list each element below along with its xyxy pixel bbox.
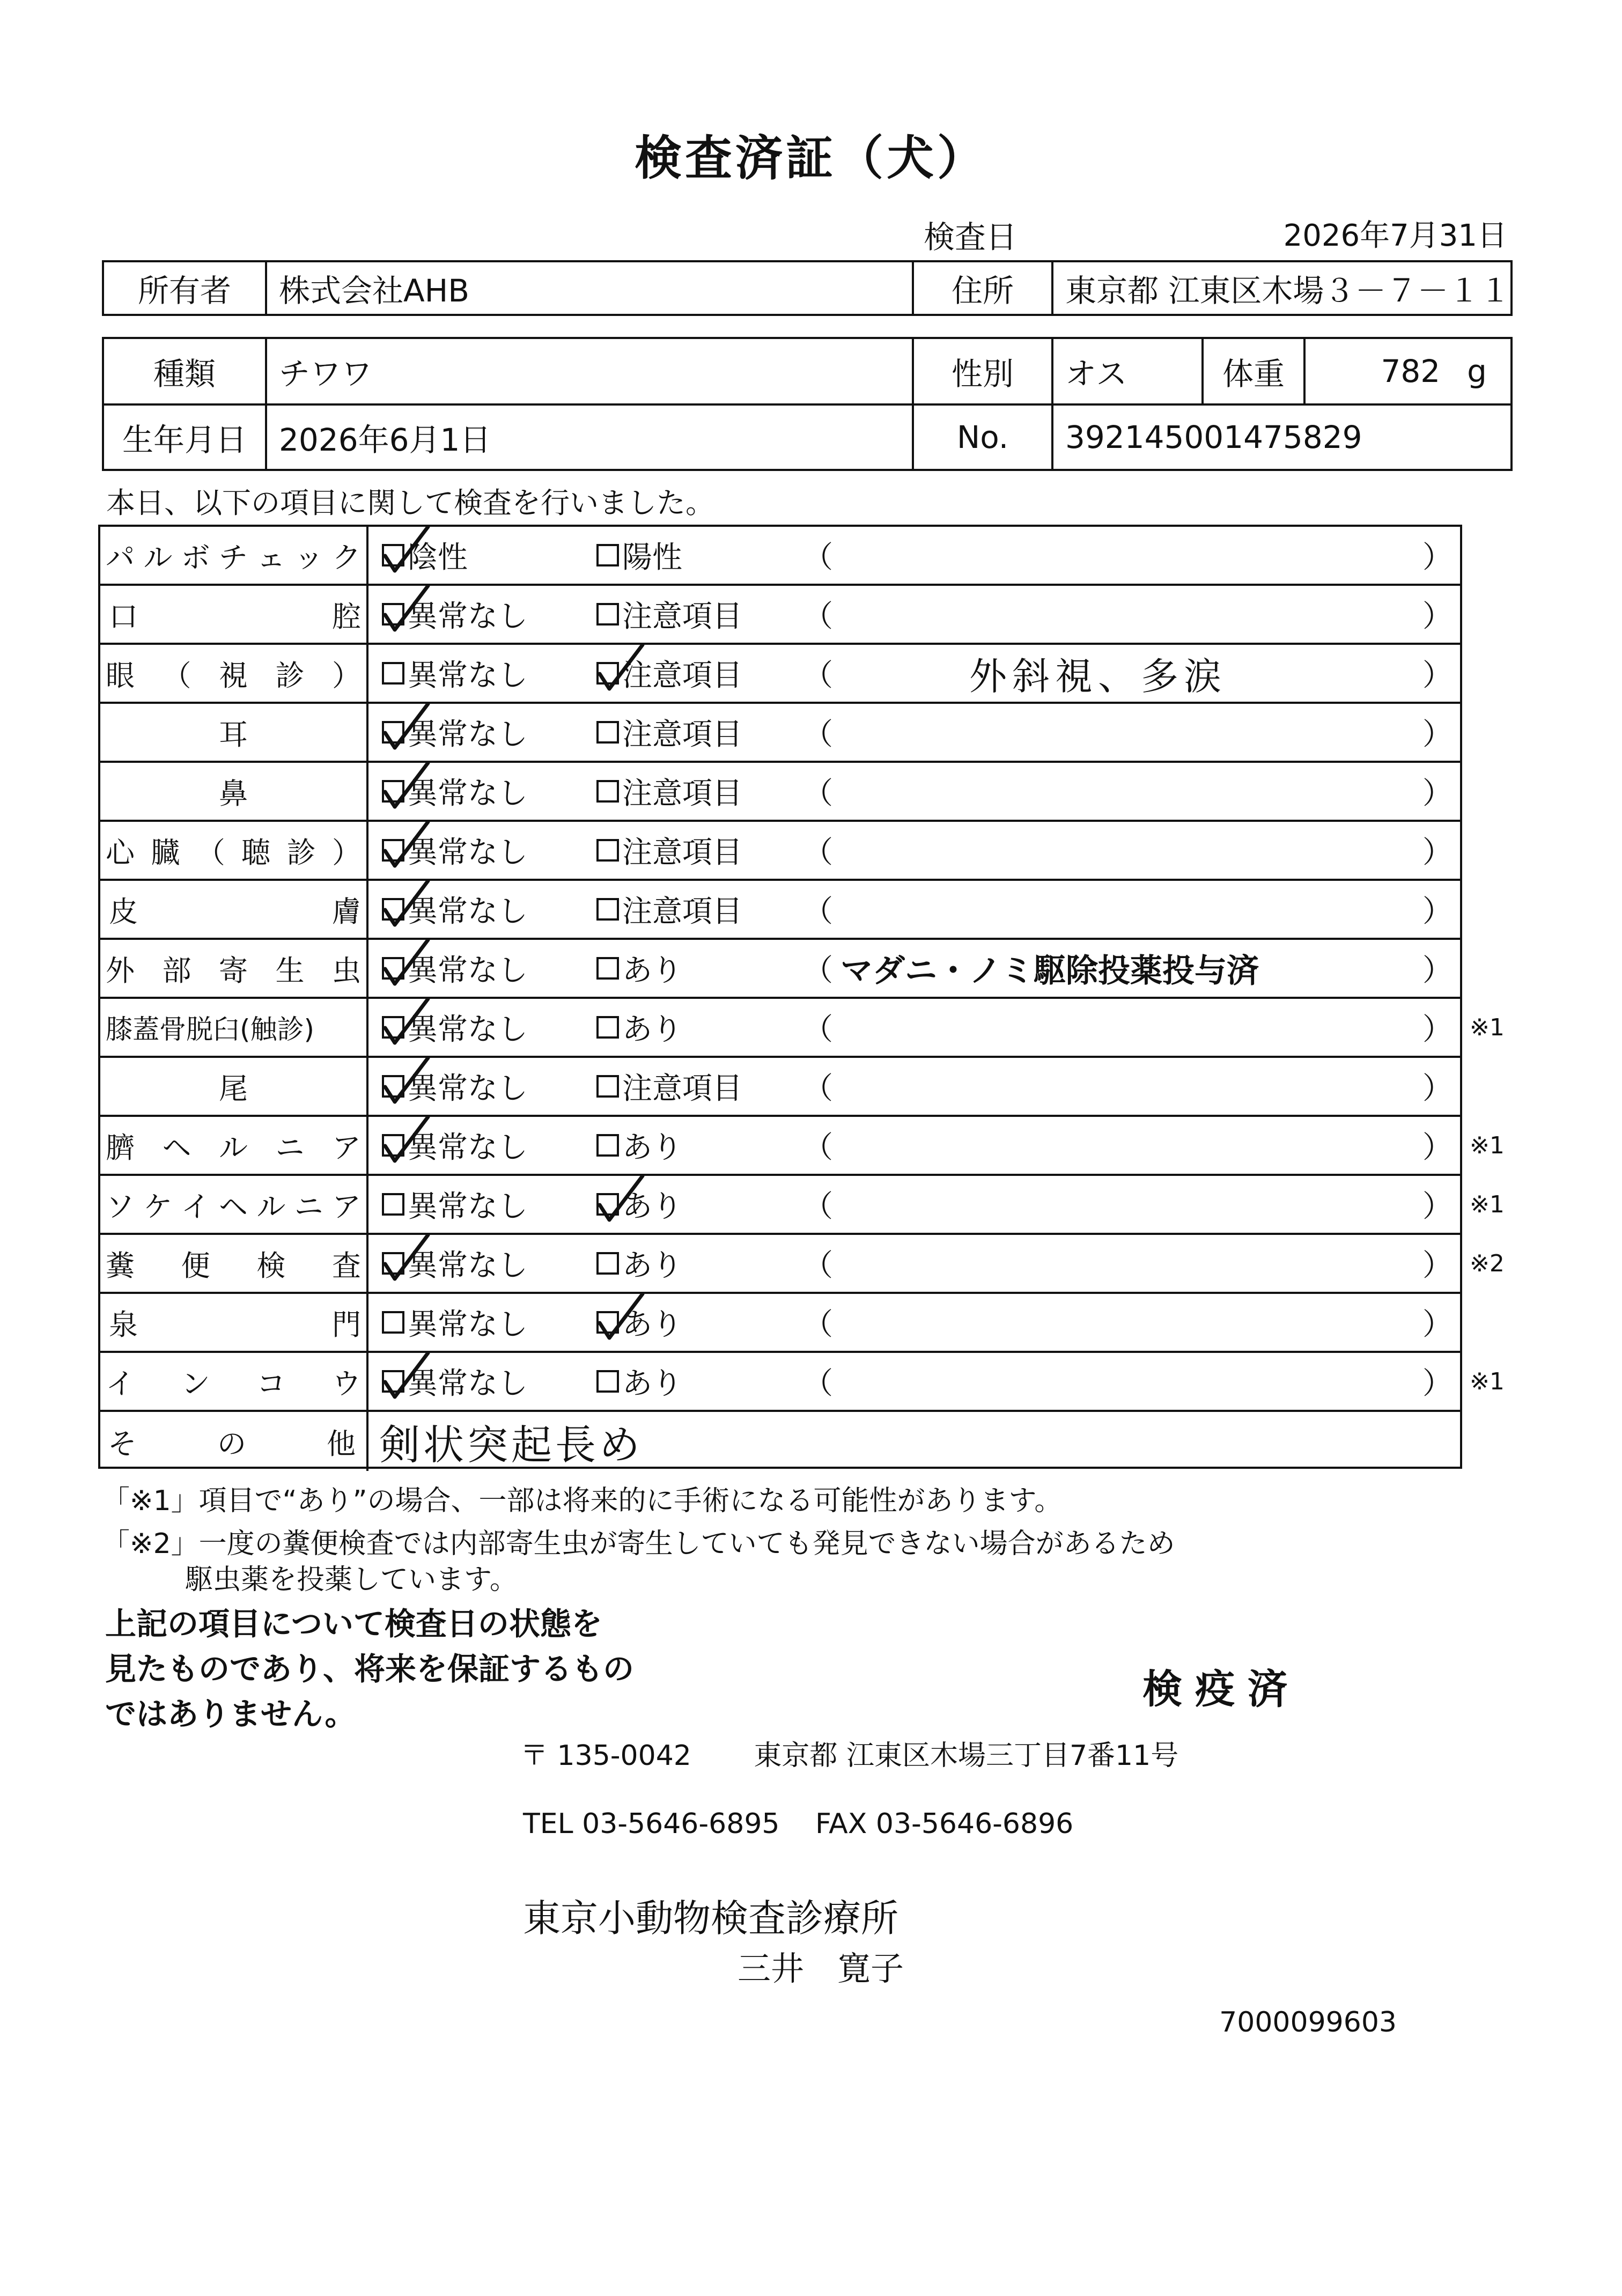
remark-open-paren: （: [803, 835, 833, 870]
item-label-char: 泉: [109, 1307, 138, 1342]
remark-close-paren: ）: [1422, 1071, 1453, 1106]
footnote-marker: ※1: [1470, 1368, 1505, 1395]
footnote-1: 「※1」項目で“あり”の場合、一部は将来的に手術になる可能性があります。: [102, 1485, 1063, 1517]
other-row: [100, 1412, 1460, 1471]
remark-open-paren: （: [803, 599, 833, 634]
footnote-marker: ※1: [1470, 1132, 1505, 1159]
item-label-char: パ: [106, 540, 135, 575]
inspection-row: [100, 999, 1460, 1058]
checked-checkbox: [596, 1311, 619, 1334]
checked-checkbox: [382, 721, 404, 744]
option-label: 注意項目: [622, 776, 742, 811]
option-label: あり: [622, 1130, 682, 1165]
checkbox: [596, 839, 619, 862]
address-label: 住所: [912, 262, 1051, 314]
address-value: 東京都 江東区木場３－７－１１: [1051, 262, 1510, 314]
option-2: [596, 1176, 682, 1233]
item-label-char: ル: [219, 1130, 248, 1165]
option-1: [382, 822, 528, 879]
option-label: 注意項目: [622, 658, 742, 693]
option-label: 異常なし: [408, 658, 528, 693]
clinic-name: 東京小動物検査診療所: [523, 1896, 898, 1940]
item-label-char: 視: [219, 658, 248, 693]
item-label-char: ン: [181, 1366, 210, 1401]
remark-open-paren: （: [803, 894, 833, 929]
weight-value: 782: [1381, 353, 1441, 389]
checked-checkbox: [382, 780, 404, 803]
remark-close-paren: ）: [1422, 1130, 1453, 1165]
checkbox: [596, 1016, 619, 1039]
item-label-char: 他: [327, 1426, 356, 1461]
footnote-marker: ※1: [1470, 1191, 1505, 1218]
option-2: [596, 763, 742, 820]
option-2: [596, 999, 682, 1056]
item-label: 膝蓋骨脱臼(触診): [100, 999, 368, 1056]
option-label: 異常なし: [408, 599, 528, 634]
item-label-char: ク: [331, 540, 361, 575]
option-1: [382, 999, 528, 1056]
checkbox: [596, 957, 619, 980]
vet-name: 三井 寛子: [738, 1949, 904, 1988]
item-label-char: （: [196, 835, 225, 870]
option-label: あり: [622, 1248, 682, 1283]
item-label-char: ル: [143, 540, 173, 575]
clinic-address-line: [520, 1733, 1178, 1773]
option-label: 異常なし: [408, 835, 528, 870]
item-label: [100, 1294, 368, 1351]
checked-checkbox: [382, 1016, 404, 1039]
option-2: [596, 1117, 682, 1174]
remark-close-paren: ）: [1422, 658, 1453, 693]
option-1: [382, 1353, 528, 1410]
item-label-char: チ: [218, 540, 248, 575]
postal-code: 〒 135-0042: [520, 1740, 691, 1772]
item-label: [100, 940, 368, 997]
inspection-items-table: [98, 525, 1462, 1469]
option-1: [382, 645, 528, 702]
checkbox: [596, 544, 619, 566]
remark-open-paren: （: [803, 1130, 833, 1165]
remark-close-paren: ）: [1422, 894, 1453, 929]
weight-field: [1303, 339, 1510, 403]
item-label-char: 聴: [241, 835, 271, 870]
checked-checkbox: [382, 1252, 404, 1275]
item-label-char: コ: [256, 1366, 286, 1401]
sex-value: オス: [1051, 339, 1201, 403]
clinic-address: 東京都 江東区木場三丁目7番11号: [754, 1740, 1179, 1772]
option-1: [382, 1176, 528, 1233]
remark-open-paren: （: [803, 658, 833, 693]
item-label: [100, 1117, 368, 1174]
item-label-char: 診: [286, 835, 316, 870]
remark-close-paren: ）: [1422, 953, 1453, 988]
option-label: あり: [622, 1307, 682, 1342]
inspection-row: [100, 704, 1460, 763]
breed-label: 種類: [153, 356, 216, 392]
remark-open-paren: （: [803, 1307, 833, 1342]
item-label-char: 皮: [109, 894, 138, 929]
no-label: No.: [912, 406, 1051, 469]
item-label-char: 心: [106, 835, 135, 870]
remark-close-paren: ）: [1422, 1307, 1453, 1342]
checked-checkbox: [382, 957, 404, 980]
checkbox: [382, 662, 404, 685]
remark-open-paren: （: [803, 1189, 833, 1224]
option-label: 注意項目: [622, 894, 742, 929]
inspection-row: [100, 940, 1460, 999]
remark-close-paren: ）: [1422, 1366, 1453, 1401]
remark-handwritten: 外斜視、多涙: [969, 654, 1227, 698]
other-remark-handwritten: 剣状突起長め: [379, 1421, 643, 1469]
option-2: [596, 1353, 682, 1410]
option-label: 異常なし: [408, 1248, 528, 1283]
option-label: 注意項目: [622, 717, 742, 752]
item-label-char: 門: [332, 1307, 361, 1342]
item-label-char: ソ: [106, 1189, 135, 1224]
option-1: [382, 586, 528, 643]
item-label-char: 口: [109, 599, 138, 634]
option-label: 異常なし: [408, 1071, 528, 1106]
checked-checkbox: [382, 1370, 404, 1393]
item-label: [100, 1176, 368, 1233]
remark-open-paren: （: [803, 953, 833, 988]
caution-line: 見たものであり、将来を保証するもの: [105, 1651, 635, 1687]
option-1: [382, 1058, 528, 1115]
remark-close-paren: ）: [1422, 717, 1453, 752]
item-label-char: ウ: [331, 1366, 361, 1401]
option-label: 異常なし: [408, 894, 528, 929]
owner-label: 所有者: [137, 273, 231, 309]
item-label-char: ボ: [181, 540, 210, 575]
breed-value: チワワ: [265, 339, 912, 403]
option-1: [382, 704, 528, 761]
item-label-char: 査: [331, 1248, 361, 1283]
owner-value: 株式会社AHB: [265, 262, 912, 314]
item-label-char: ニ: [275, 1130, 305, 1165]
checked-checkbox: [596, 662, 619, 685]
item-label-char: 寄: [219, 953, 248, 988]
item-label: 鼻: [100, 763, 368, 820]
option-label: 異常なし: [408, 1189, 528, 1224]
option-label: 注意項目: [622, 835, 742, 870]
option-1: [382, 763, 528, 820]
option-2: [596, 1235, 682, 1292]
item-label-char: 糞: [106, 1248, 135, 1283]
item-label: [100, 1235, 368, 1292]
item-label: [100, 822, 368, 879]
checkbox: [596, 1075, 619, 1098]
item-label-char: ）: [331, 835, 361, 870]
document-title: 検査済証（犬）: [634, 130, 987, 186]
option-2: [596, 586, 742, 643]
item-label-char: ニ: [294, 1189, 323, 1224]
remark-open-paren: （: [803, 1071, 833, 1106]
quarantine-stamp: 検疫済: [1142, 1666, 1300, 1712]
item-label-char: ェ: [256, 540, 286, 575]
remark-open-paren: （: [803, 1248, 833, 1283]
checkbox: [596, 898, 619, 921]
animal-box: [102, 337, 1513, 471]
option-label: 注意項目: [622, 1071, 742, 1106]
checked-checkbox: [382, 544, 404, 566]
remark-open-paren: （: [803, 1012, 833, 1047]
option-label: 異常なし: [408, 1012, 528, 1047]
item-label-char: ）: [332, 658, 361, 693]
item-label: [100, 1412, 368, 1471]
option-label: あり: [622, 953, 682, 988]
serial-number: 7000099603: [1219, 2006, 1397, 2039]
inspection-row: [100, 527, 1460, 586]
remark-open-paren: （: [803, 717, 833, 752]
item-label-char: ア: [332, 1130, 361, 1165]
option-2: [596, 822, 742, 879]
remark-close-paren: ）: [1422, 540, 1453, 575]
inspection-row: [100, 1353, 1460, 1412]
item-label: 耳: [100, 704, 368, 761]
owner-box: [102, 260, 1513, 316]
item-label-char: ケ: [143, 1189, 173, 1224]
option-2: [596, 1294, 682, 1351]
remark-text: マダニ・ノミ駆除投薬投与済: [841, 952, 1259, 990]
option-label: あり: [622, 1189, 682, 1224]
remark-open-paren: （: [803, 540, 833, 575]
item-label-char: 部: [162, 953, 191, 988]
sex-label: 性別: [912, 339, 1051, 403]
checkbox: [382, 1311, 404, 1334]
checkbox: [596, 603, 619, 625]
item-label: [100, 527, 368, 584]
item-label-char: 検: [256, 1248, 286, 1283]
option-label: 陽性: [622, 540, 682, 575]
checkbox: [596, 1252, 619, 1275]
caution-line: ではありません。: [105, 1696, 356, 1732]
caution-line: 上記の項目について検査日の状態を: [105, 1606, 602, 1642]
checkbox: [596, 1370, 619, 1393]
option-label: 異常なし: [408, 717, 528, 752]
footnote-2: 「※2」一度の糞便検査では内部寄生虫が寄生していても発見できない場合があるため: [102, 1528, 1175, 1560]
option-label: 異常なし: [408, 1366, 528, 1401]
checked-checkbox: [382, 1075, 404, 1098]
inspection-row: [100, 645, 1460, 704]
inspection-date-label: 検査日: [924, 219, 1018, 255]
item-label-char: 外: [106, 953, 135, 988]
item-label-char: 眼: [106, 658, 135, 693]
option-label: 注意項目: [622, 599, 742, 634]
clinic-tel: TEL 03-5646-6895: [523, 1808, 780, 1840]
option-2: [596, 645, 742, 702]
item-label: [100, 881, 368, 938]
caution-text: [105, 1601, 634, 1736]
checkbox: [382, 1193, 404, 1216]
item-label-char: 腔: [332, 599, 361, 634]
remark-close-paren: ）: [1422, 1012, 1453, 1047]
option-2: [596, 940, 682, 997]
option-2: [596, 527, 682, 584]
clinic-fax: FAX 03-5646-6896: [815, 1808, 1074, 1840]
clinic-contact-line: [523, 1808, 1073, 1840]
checkbox: [596, 1134, 619, 1157]
dob-value: 2026年6月1日: [265, 406, 912, 469]
option-1: [382, 1235, 528, 1292]
remark-open-paren: （: [803, 1366, 833, 1401]
item-label-char: 生: [275, 953, 305, 988]
item-label-char: の: [217, 1426, 246, 1461]
option-label: 異常なし: [408, 1130, 528, 1165]
inspection-row: [100, 763, 1460, 822]
item-label: 尾: [100, 1058, 368, 1115]
item-label-char: 臍: [106, 1130, 135, 1165]
item-label-char: ル: [256, 1189, 286, 1224]
inspection-date-value: 2026年7月31日: [1283, 218, 1507, 253]
footnote-marker: ※2: [1470, 1250, 1505, 1277]
inspection-row: [100, 881, 1460, 940]
option-label: 陰性: [408, 540, 468, 575]
item-label: [100, 1353, 368, 1410]
option-1: [382, 881, 528, 938]
remark-close-paren: ）: [1422, 835, 1453, 870]
remark-close-paren: ）: [1422, 1248, 1453, 1283]
weight-label: 体重: [1201, 339, 1303, 403]
item-label-char: ア: [331, 1189, 361, 1224]
remark-close-paren: ）: [1422, 1189, 1453, 1224]
intro-text: 本日、以下の項目に関して検査を行いました。: [106, 486, 714, 520]
option-label: 異常なし: [408, 953, 528, 988]
item-label-char: ヘ: [162, 1130, 191, 1165]
item-label-char: 診: [275, 658, 305, 693]
item-label: [100, 645, 368, 702]
item-label-char: 臓: [151, 835, 180, 870]
item-label-char: 膚: [332, 894, 361, 929]
dob-label: 生年月日: [122, 422, 247, 458]
remark-close-paren: ）: [1422, 599, 1453, 634]
checked-checkbox: [382, 839, 404, 862]
item-label-char: ヘ: [218, 1189, 248, 1224]
checkbox: [596, 780, 619, 803]
option-1: [382, 940, 528, 997]
inspection-row: [100, 1117, 1460, 1176]
option-2: [596, 881, 742, 938]
option-label: あり: [622, 1366, 682, 1401]
item-label: [100, 586, 368, 643]
option-label: 異常なし: [408, 776, 528, 811]
inspection-row: [100, 586, 1460, 645]
inspection-row: [100, 1058, 1460, 1117]
option-2: [596, 1058, 742, 1115]
checked-checkbox: [596, 1193, 619, 1216]
option-1: [382, 527, 468, 584]
item-label-char: そ: [108, 1426, 137, 1461]
option-label: あり: [622, 1012, 682, 1047]
footnote-2-continued: 駆虫薬を投薬しています。: [185, 1564, 518, 1596]
checked-checkbox: [382, 898, 404, 921]
item-label-char: （: [162, 658, 191, 693]
item-label-char: イ: [106, 1366, 135, 1401]
inspection-row: [100, 822, 1460, 881]
item-label-char: ッ: [294, 540, 323, 575]
option-2: [596, 704, 742, 761]
option-1: [382, 1294, 528, 1351]
no-value: 392145001475829: [1051, 406, 1510, 469]
option-label: 異常なし: [408, 1307, 528, 1342]
item-label-char: 便: [181, 1248, 210, 1283]
option-1: [382, 1117, 528, 1174]
weight-unit: g: [1467, 353, 1487, 389]
inspection-row: [100, 1176, 1460, 1235]
checkbox: [596, 721, 619, 744]
remark-open-paren: （: [803, 776, 833, 811]
checked-checkbox: [382, 1134, 404, 1157]
inspection-row: [100, 1294, 1460, 1353]
checked-checkbox: [382, 603, 404, 625]
item-label-char: 虫: [332, 953, 361, 988]
inspection-row: [100, 1235, 1460, 1294]
footnote-marker: ※1: [1470, 1014, 1505, 1041]
item-label-char: イ: [181, 1189, 210, 1224]
remark-close-paren: ）: [1422, 776, 1453, 811]
